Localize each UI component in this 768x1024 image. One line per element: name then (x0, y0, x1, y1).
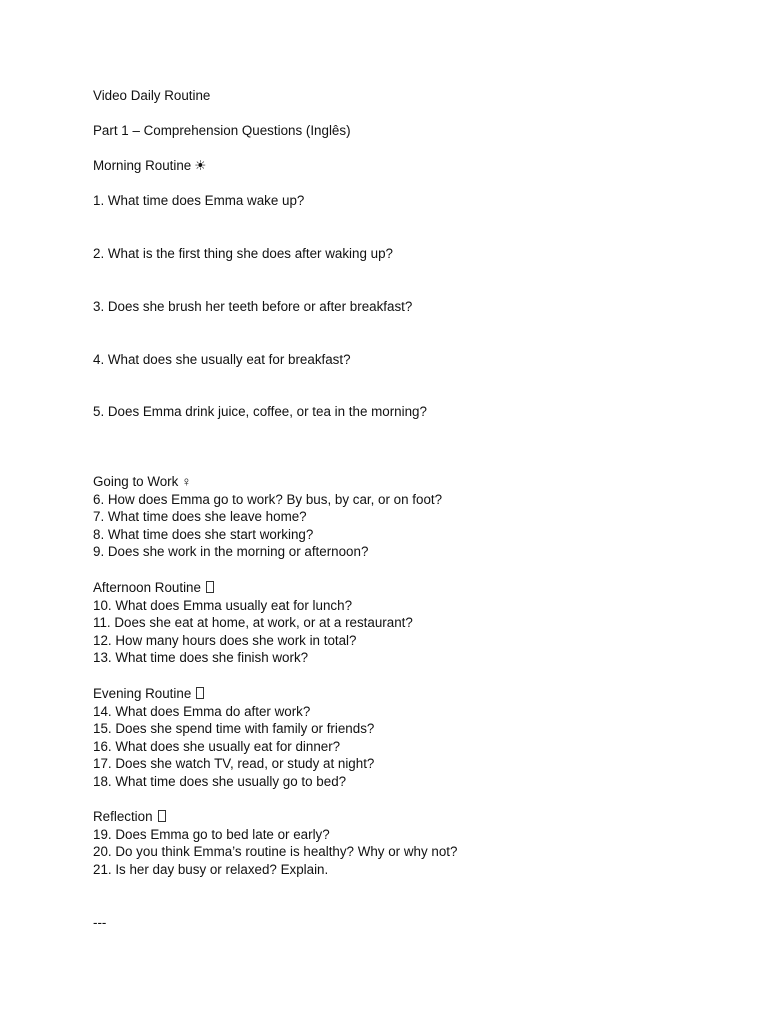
section-heading-afternoon (93, 579, 413, 597)
question-item: 10. What does Emma usually eat for lunch? (93, 597, 353, 613)
question-item: 9. Does she work in the morning or afternoon? (93, 544, 369, 560)
section-heading-label: Evening Routine (93, 686, 192, 701)
question-item: 8. What time does she start working? (93, 526, 314, 542)
section-heading-going-to-work (93, 473, 442, 491)
document-title: Video Daily Routine (93, 88, 211, 103)
question-item: 2. What is the first thing she does after waking up? (93, 246, 393, 261)
question-item: 3. Does she brush her teeth before or after breakfast? (93, 299, 413, 314)
section-afternoon (93, 579, 413, 667)
question-item: 15. Does she spend time with family or friends? (93, 721, 375, 737)
section-heading-label: Going to Work (93, 474, 179, 489)
question-item: 14. What does Emma do after work? (93, 703, 311, 719)
question-item: 13. What time does she finish work? (93, 650, 309, 666)
question-item: 11. Does she eat at home, at work, or at a restaurant? (93, 615, 413, 631)
section-heading-label: Reflection (93, 809, 153, 824)
section-heading-morning (93, 157, 206, 175)
question-item: 6. How does Emma go to work? By bus, by car, or on foot? (93, 491, 443, 507)
question-item: 20. Do you think Emma’s routine is healthy? Why or why not? (93, 844, 458, 860)
question-item: 7. What time does she leave home? (93, 509, 307, 525)
question-item: 18. What time does she usually go to bed? (93, 773, 347, 789)
female-sign-icon: ♀ (181, 474, 192, 489)
question-item: 12. How many hours does she work in total? (93, 632, 357, 648)
question-item: 16. What does she usually eat for dinner? (93, 738, 341, 754)
missing-glyph-icon (206, 581, 214, 593)
missing-glyph-icon (196, 687, 204, 699)
section-heading-reflection (93, 808, 457, 826)
section-going-to-work (93, 473, 442, 561)
question-item: 4. What does she usually eat for breakfast? (93, 352, 351, 367)
section-heading-evening (93, 685, 374, 703)
section-heading-label: Morning Routine (93, 158, 192, 173)
question-item: 19. Does Emma go to bed late or early? (93, 826, 330, 842)
section-evening (93, 685, 374, 791)
missing-glyph-icon (158, 810, 166, 822)
part-heading: Part 1 – Comprehension Questions (Inglês) (93, 123, 351, 138)
section-heading-label: Afternoon Routine (93, 580, 201, 595)
question-item: 1. What time does Emma wake up? (93, 193, 305, 208)
section-reflection (93, 808, 457, 878)
question-item: 5. Does Emma drink juice, coffee, or tea in the morning? (93, 404, 427, 419)
sun-icon: ☀ (194, 158, 207, 173)
separator-line: --- (93, 915, 107, 930)
question-item: 21. Is her day busy or relaxed? Explain. (93, 861, 329, 877)
question-item: 17. Does she watch TV, read, or study at night? (93, 756, 375, 772)
